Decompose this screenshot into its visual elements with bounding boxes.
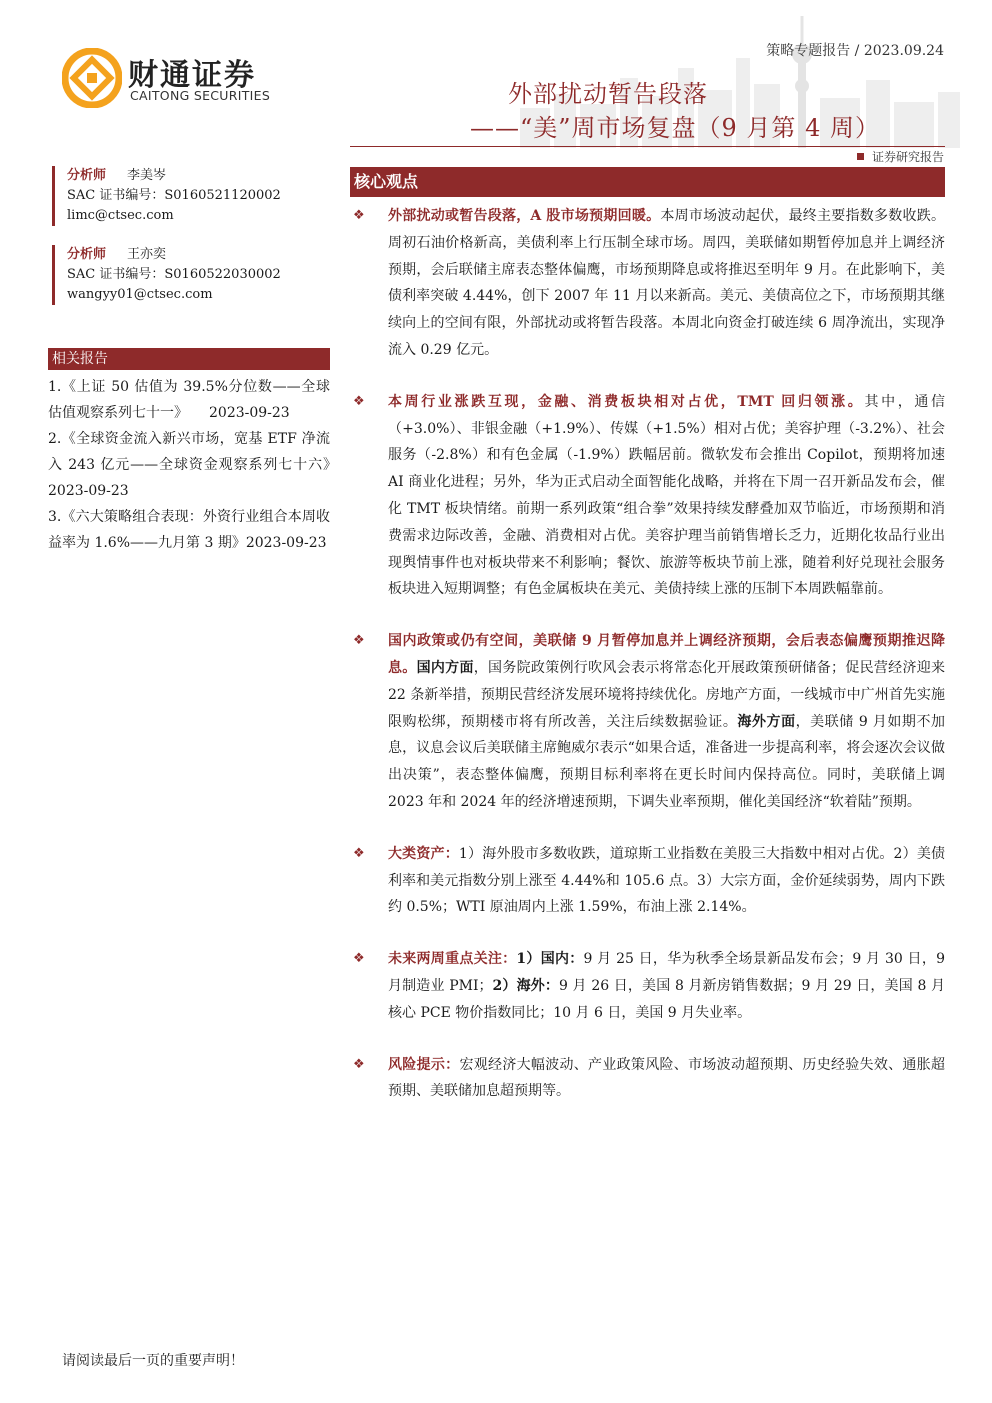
analyst-card [52,245,337,305]
diamond-bullet-icon: ❖ [353,208,365,223]
diamond-bullet-icon: ❖ [353,951,365,967]
core-point [350,628,945,816]
analyst-sac: SAC 证书编号：S0160521120002 [67,188,281,203]
point-lead: 外部扰动或暂告段落，A 股市场预期回暖。 [388,208,661,224]
point-body: 9 月 25 日，华为秋季全场景新品发布会；9 月 30 日，9 月制造业 PMI； [388,951,946,994]
research-tag [857,148,944,165]
core-point [350,841,945,921]
analyst-name: 王亦奕 [127,247,167,262]
point-lead: 风险提示： [388,1056,460,1073]
point-lead: 本周行业涨跌互现，金融、消费板块相对占优，TMT 回归领涨。 [388,393,865,410]
analyst-role: 分析师 [67,168,107,183]
analyst-role: 分析师 [67,247,107,262]
point-body: 本周市场波动起伏，最终主要指数多数收跌。周初石油价格新高，美债利率上行压制全球市场。周四，美联储如期暂停加息并上调经济预期，会后联储主席表态整体偏鹰，市场预期降息或将推迟至明年 9 月。在此影响下，美债利率突破 4.44%，创下 2007 年 11 月以来新高。美元、美债高位之下，市场预期其继续向上的空间有限，外部扰动或将暂告段落。本周北向资金打破连续 6 周净流出，实现净流入 0.29 亿元。 [388,208,945,358]
core-point [350,1052,945,1106]
point-body: 1）海外股市多数收跌，道琼斯工业指数在美股三大指数中相对占优。2）美债利率和美元指数分别上涨至 4.44%和 105.6 点。3）大宗方面，金价延续弱势，周内下跌约 0.5%；WTI 原油周内上涨 1.59%，布油上涨 2.14%。 [388,845,946,916]
point-body: 宏观经济大幅波动、产业政策风险、市场波动超预期、历史经验失效、通胀超预期、美联储加息超预期等。 [388,1056,946,1100]
brand-name-en: CAITONG SECURITIES [130,88,271,103]
related-reports-header: 相关报告 [48,348,330,370]
diamond-bullet-icon: ❖ [353,845,365,861]
point-body: 9 月 26 日，美国 8 月新房销售数据；9 月 29 日，美国 8 月核心 PCE 物价指数同比；10 月 6 日，美国 9 月失业率。 [388,977,945,1021]
title-divider [350,146,945,147]
research-tag-label: 证券研究报告 [871,150,944,164]
analyst-email[interactable]: limc@ctsec.com [67,208,174,223]
brand-logo [62,48,302,110]
caitong-logo-icon [62,48,122,108]
point-body: ，美联储 9 月如期不加息，议息会议后美联储主席鲍威尔表示“如果合适，准备进一步提高利率，将会逐次会议做出决策”，表态整体偏鹰，预期目标利率将在更长时间内保持高位。同时，美联储上调 2023 年和 2024 年的经济增速预期，下调失业率预期，催化美国经济“软着陆”预期。 [388,713,946,810]
report-subtitle: ——“美”周市场复盘（9 月第 4 周） [470,114,880,142]
analyst-sac: SAC 证书编号：S0160522030002 [67,267,281,282]
analyst-name: 李美岑 [127,168,167,183]
core-point [350,203,945,364]
point-body: 其中，通信（+3.0%）、非银金融（+1.9%）、传媒（+1.5%）相对占优；美容护理（-3.2%）、社会服务（-2.8%）和有色金属（-1.9%）跌幅居前。微软发布会推出 Copilot，预期将加速 AI 商业化进程；另外，华为正式启动全面智能化战略，并将在下周一召开新品发布会，催化 TMT 板块情绪。前期一系列政策“组合拳”效果持续发酵叠加双节临近，市场预期和消费需求边际改善，金融、消费相对占优。美容护理当前销售增长乏力，近期化妆品行业出现舆情事件也对板块带来不利影响；餐饮、旅游等板块节前上涨，随着利好兑现社会服务板块进入短期调整；有色金属板块在美元、美债持续上涨的压制下本周跌幅靠前。 [388,393,945,598]
related-reports-list [48,374,344,556]
square-marker-icon [857,153,864,160]
diamond-bullet-icon: ❖ [353,633,365,649]
point-lead: 国内政策或仍有空间，美联储 9 月暂停加息并上调经济预期，会后表态偏鹰预期推迟降息。 [388,633,945,676]
report-title: 外部扰动暂告段落 [508,80,708,108]
point-body: ，国务院政策例行吹风会表示将常态化开展政策预研储备；促民营经济迎来 22 条新举措，预期民营经济发展环境将持续优化。房地产方面，一线城市中广州首先实施限购松绑，预期楼市将有所改善，关注后续数据验证。 [388,659,946,730]
point-sub-lead: 2）海外： [492,977,560,994]
core-point [350,389,945,603]
brand-name-cn: 财通证券 [128,58,256,93]
core-views-list [350,203,945,1130]
point-lead: 未来两周重点关注： [388,951,517,968]
related-report-item[interactable]: 2.《全球资金流入新兴市场，宽基 ETF 净流入 243 亿元——全球资金观察系列七十六》 2023-09-23 [48,431,344,499]
analyst-email[interactable]: wangyy01@ctsec.com [67,287,213,302]
related-report-item[interactable]: 1.《上证 50 估值为 39.5%分位数——全球估值观察系列七十一》 2023-09-23 [48,379,330,421]
point-sub-lead: 海外方面 [737,713,796,730]
point-lead: 大类资产： [388,845,459,862]
related-report-item[interactable]: 3.《六大策略组合表现：外资行业组合本周收益率为 1.6%——九月第 3 期》2023-09-23 [48,509,330,551]
point-sub-lead: 1）国内： [516,951,584,968]
analyst-card [52,166,337,226]
disclaimer-note: 请阅读最后一页的重要声明！ [62,1353,244,1369]
diamond-bullet-icon: ❖ [353,1056,365,1072]
core-views-header: 核心观点 [350,167,945,197]
report-type: 策略专题报告 / 2023.09.24 [766,43,944,59]
diamond-bullet-icon: ❖ [353,393,365,409]
point-sub-lead: 国内方面 [416,659,474,676]
core-point [350,946,945,1026]
